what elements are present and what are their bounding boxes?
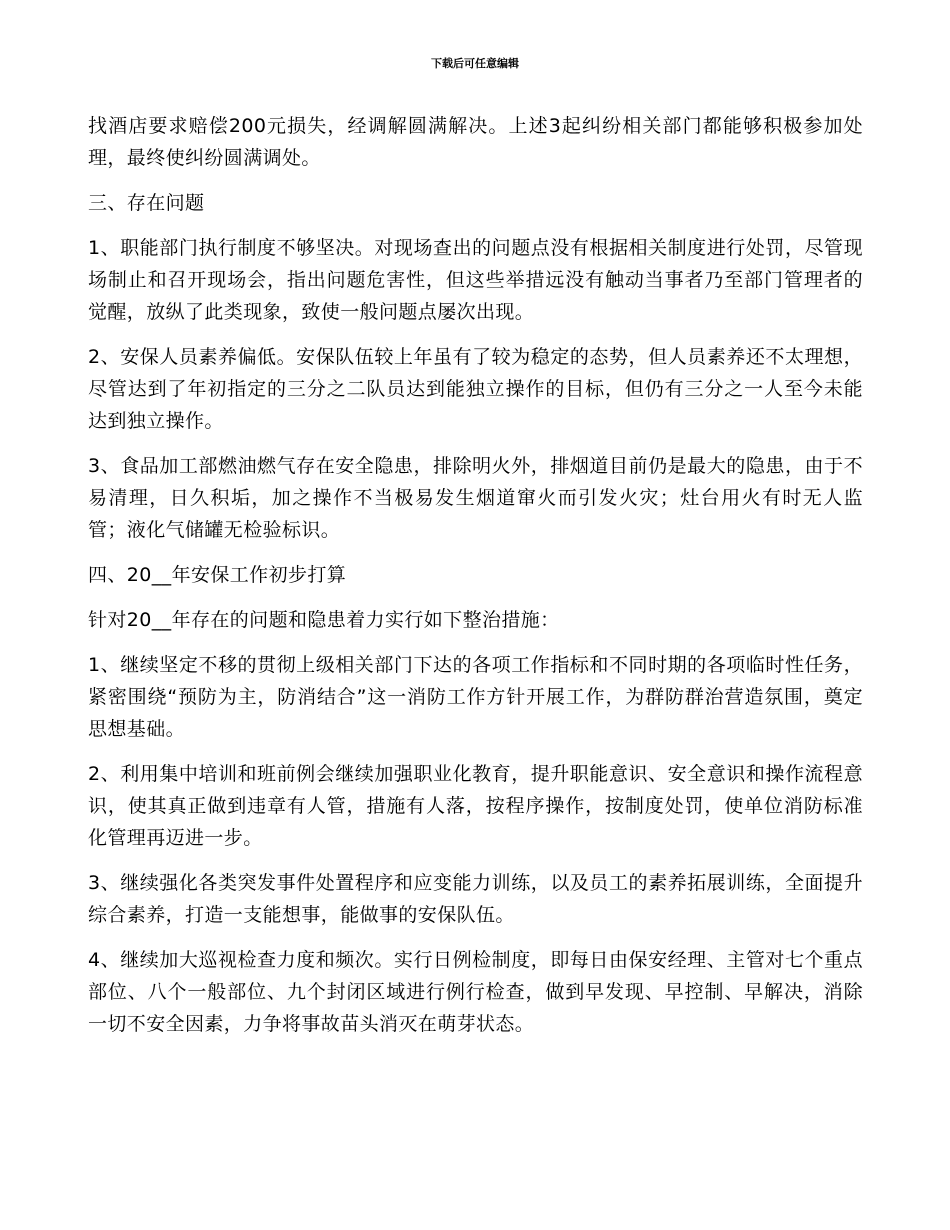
section-heading-issues: 三、存在问题: [88, 192, 205, 214]
paragraph-issue-2: 2、安保人员素养偏低。安保队伍较上年虽有了较为稳定的态势，但人员素养还不太理想，尽管达到了年初指定的三分之二队员达到能独立操作的目标，但仍有三分之一人至今未能达到独立操作。: [88, 346, 863, 432]
page-header: 下载后可任意编辑: [431, 57, 519, 70]
paragraph-issue-1: 1、职能部门执行制度不够坚决。对现场查出的问题点没有根据相关制度进行处罚，尽管现场制止和召开现场会，指出问题危害性，但这些举措远没有触动当事者乃至部门管理者的觉醒，放纵了此类现象，致使一般问题点屡次出现。: [88, 237, 863, 323]
document-body: [88, 110, 863, 1053]
paragraph-plan-3: 3、继续强化各类突发事件处置程序和应变能力训练，以及员工的素养拓展训练，全面提升综合素养，打造一支能想事，能做事的安保队伍。: [88, 872, 863, 926]
paragraph-issue-3: 3、食品加工部燃油燃气存在安全隐患，排除明火外，排烟道目前仍是最大的隐患，由于不易清理，日久积垢，加之操作不当极易发生烟道窜火而引发火灾；灶台用火有时无人监管；液化气储罐无检验标识。: [88, 455, 863, 541]
section-heading-plan: 四、20__年安保工作初步打算: [88, 564, 347, 586]
paragraph-plan-4: 4、继续加大巡视检查力度和频次。实行日例检制度，即每日由保安经理、主管对七个重点部位、八个一般部位、九个封闭区域进行例行检查，做到早发现、早控制、早解决，消除一切不安全因素，力争将事故苗头消灭在萌芽状态。: [88, 949, 863, 1035]
paragraph-continuation: 找酒店要求赔偿200元损失，经调解圆满解决。上述3起纠纷相关部门都能够积极参加处理，最终使纠纷圆满调处。: [88, 115, 863, 169]
paragraph-plan-1: 1、继续坚定不移的贯彻上级相关部门下达的各项工作指标和不同时期的各项临时性任务，紧密围绕“预防为主，防消结合”这一消防工作方针开展工作，为群防群治营造氛围，奠定思想基础。: [88, 654, 863, 740]
paragraph-plan-intro: 针对20__年存在的问题和隐患着力实行如下整治措施：: [88, 609, 560, 631]
paragraph-plan-2: 2、利用集中培训和班前例会继续加强职业化教育，提升职能意识、安全意识和操作流程意识，使其真正做到违章有人管，措施有人落，按程序操作，按制度处罚，使单位消防标准化管理再迈进一步。: [88, 763, 863, 849]
